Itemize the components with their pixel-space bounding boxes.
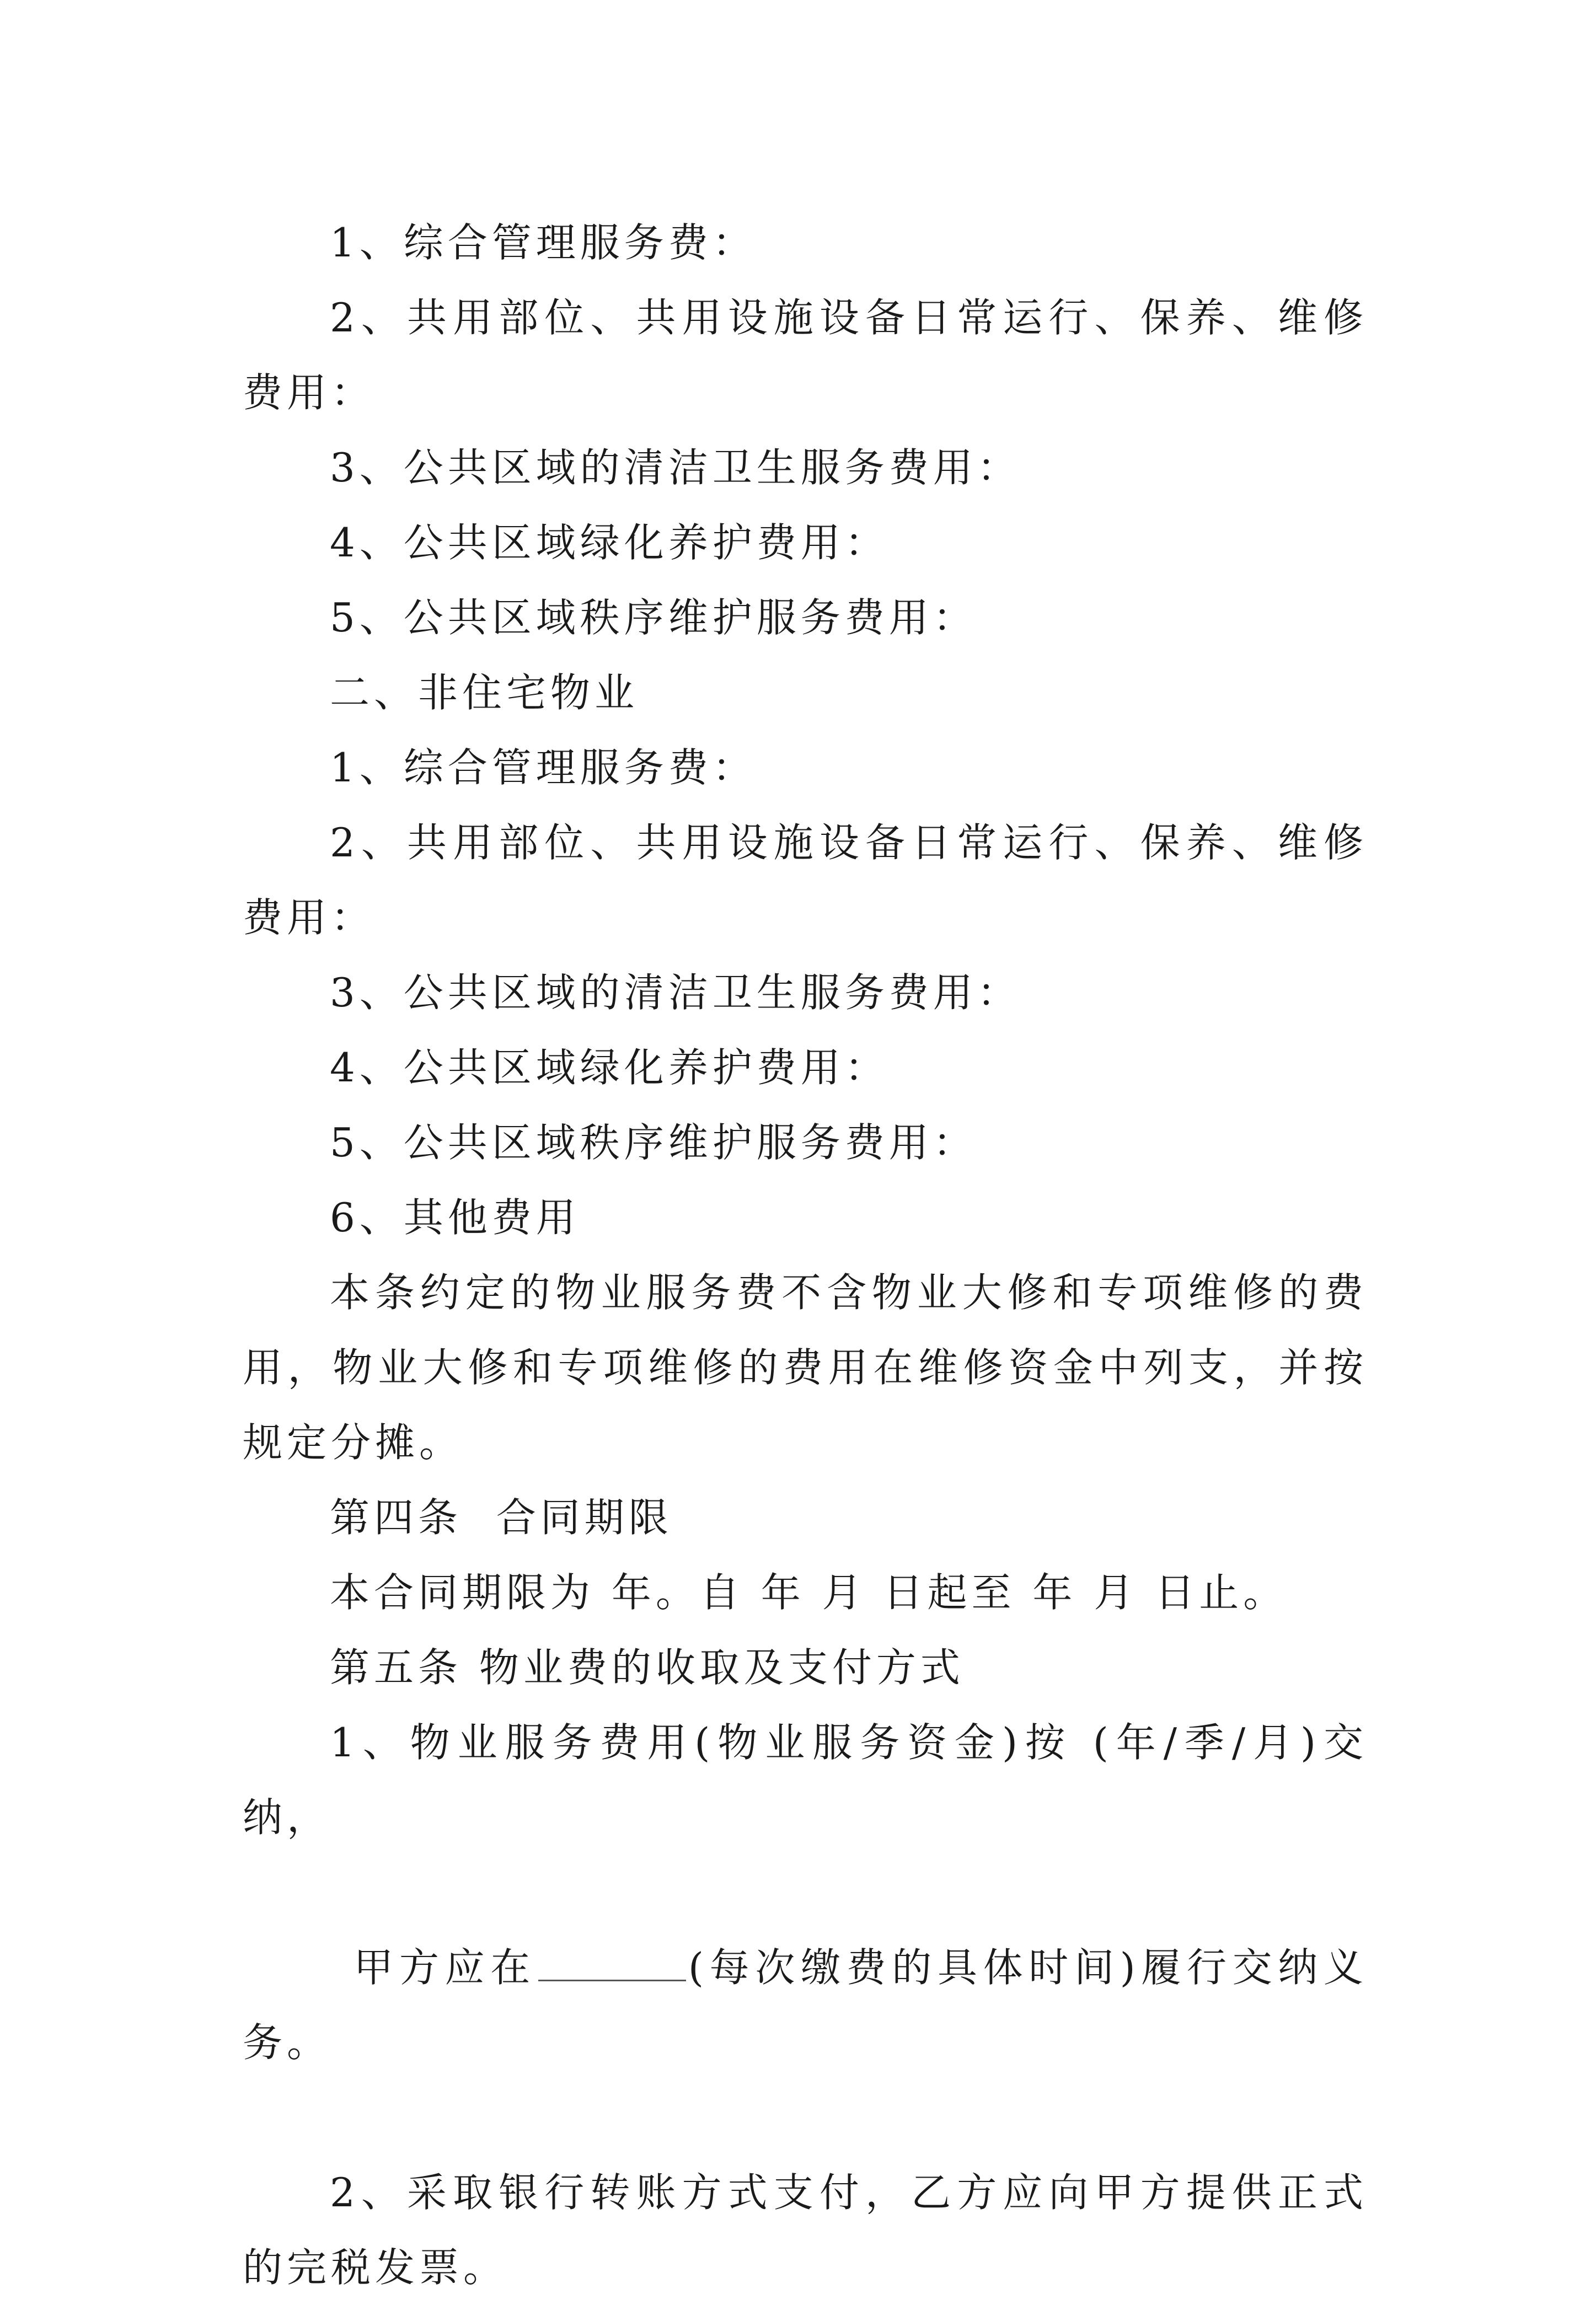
paragraph: 4、公共区域绿化养护费用： xyxy=(330,1044,889,1091)
paragraph: 5、公共区域秩序维护服务费用： xyxy=(330,1119,977,1166)
payment-time-line xyxy=(243,1855,1368,2155)
paragraph: 5、公共区域秩序维护服务费用： xyxy=(330,594,977,641)
document-body xyxy=(243,205,1368,2305)
paragraph: 6、其他费用 xyxy=(330,1194,580,1241)
payment-line-suffix: (每次缴费的具体时间)履行交纳义务。 xyxy=(243,1944,1368,2066)
paragraph: 2、采取银行转账方式支付，乙方应向甲方提供正式的完税发票。 xyxy=(243,2169,1368,2291)
paragraph: 2、共用部位、共用设施设备日常运行、保养、维修费用： xyxy=(243,819,1368,941)
payment-line-prefix: 甲方应在 xyxy=(354,1944,536,1991)
paragraph: 3、公共区域的清洁卫生服务费用： xyxy=(330,969,1021,1016)
section-heading: 二、非住宅物业 xyxy=(330,669,639,716)
fill-in-blank[interactable] xyxy=(538,1947,686,1981)
paragraph: 3、公共区域的清洁卫生服务费用： xyxy=(330,444,1021,491)
paragraph: 1、物业服务费用(物业服务资金)按 (年/季/月)交纳， xyxy=(243,1719,1368,1841)
paragraph: 本合同期限为 年。自 年 月 日起至 年 月 日止。 xyxy=(330,1569,1288,1616)
article-heading: 第五条 物业费的收取及支付方式 xyxy=(330,1644,965,1691)
article-heading: 第四条 合同期限 xyxy=(330,1494,673,1541)
paragraph: 1、综合管理服务费： xyxy=(330,744,757,791)
paragraph: 2、共用部位、共用设施设备日常运行、保养、维修费用： xyxy=(243,294,1368,416)
paragraph: 4、公共区域绿化养护费用： xyxy=(330,519,889,566)
paragraph: 本条约定的物业服务费不含物业大修和专项维修的费用，物业大修和专项维修的费用在维修资金中列支，并按规定分摊。 xyxy=(243,1269,1368,1466)
paragraph: 1、综合管理服务费： xyxy=(330,219,757,266)
